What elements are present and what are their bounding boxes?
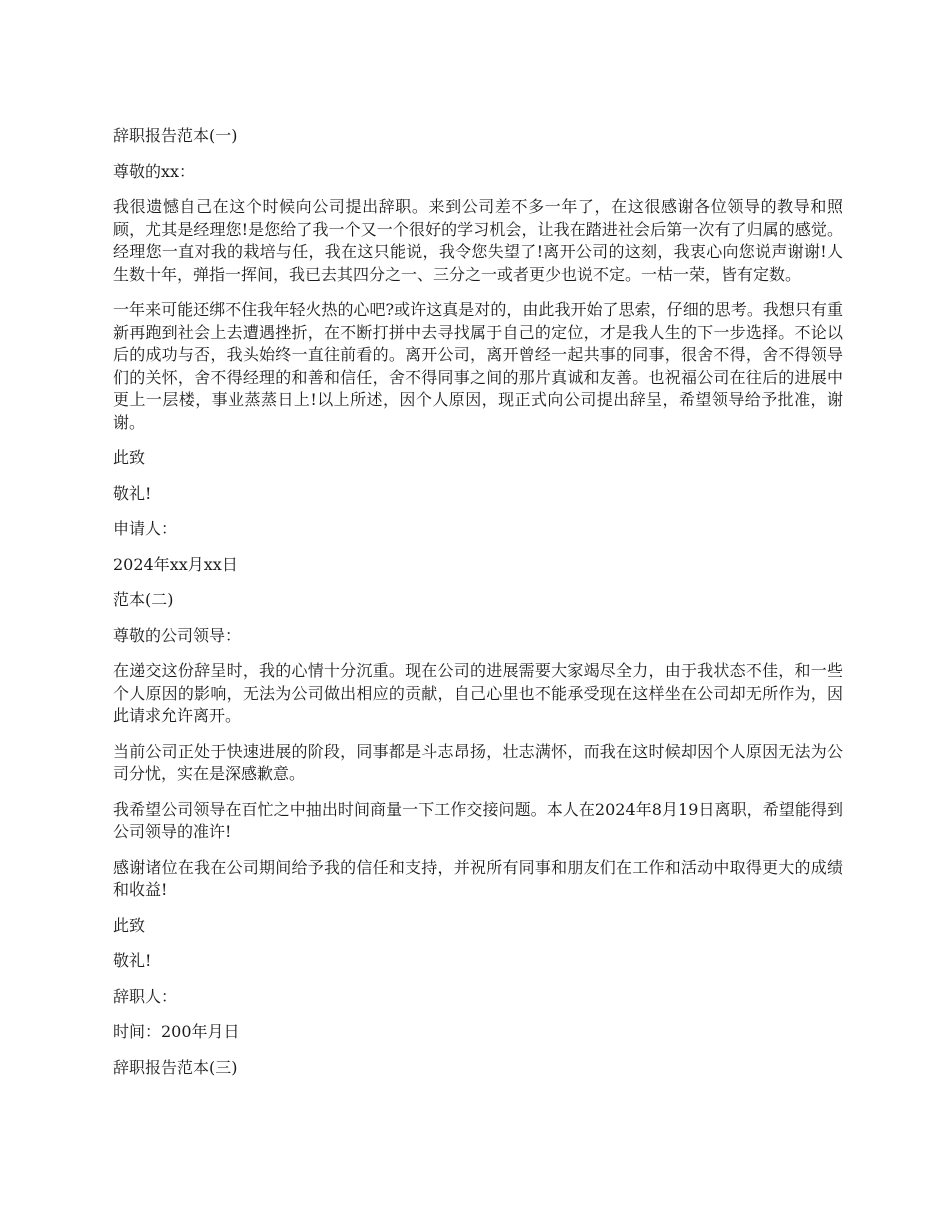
closing-line: 此致 [113, 448, 146, 467]
salutation: 尊敬的xx： [113, 161, 196, 181]
date-line: 时间：200年月日 [113, 1022, 240, 1041]
body-paragraph: 当前公司正处于快速进展的阶段，同事都是斗志昂扬，壮志满怀，而我在这时候却因个人原因无法为公司分忧，实在是深感歉意。 [113, 741, 843, 783]
section-title-1: 辞职报告范本(一) [113, 126, 238, 145]
body-paragraph: 感谢诸位在我在公司期间给予我的信任和支持，并祝所有同事和朋友们在工作和活动中取得更大的成绩和收益! [113, 857, 843, 899]
body-paragraph: 一年来可能还绑不住我年轻火热的心吧?或许这真是对的，由此我开始了思索，仔细的思考。我想只有重新再跑到社会上去遭遇挫折，在不断打拼中去寻找属于自己的定位，才是我人生的下一步选择。不论以后的成功与否，我头始终一直往前看的。离开公司，离开曾经一起共事的同事，很舍不得，舍不得领导们的关怀，舍不得经理的和善和信任，舍不得同事之间的那片真诚和友善。也祝福公司在往后的进展中更上一层楼，事业蒸蒸日上!以上所述，因个人原因，现正式向公司提出辞呈，希望领导给予批准，谢谢。 [113, 300, 843, 432]
section-title-3: 辞职报告范本(三) [113, 1057, 238, 1077]
closing-line: 此致 [113, 915, 146, 935]
body-paragraph: 我希望公司领导在百忙之中抽出时间商量一下工作交接问题。本人在2024年8月19日离职，希望能得到公司领导的准许! [113, 799, 843, 841]
signature-label: 申请人： [113, 519, 178, 538]
body-paragraph: 在递交这份辞呈时，我的心情十分沉重。现在公司的进展需要大家竭尽全力，由于我状态不佳，和一些个人原因的影响，无法为公司做出相应的贡献，自己心里也不能承受现在这样坐在公司却无所作为，因此请求允许离开。 [113, 661, 843, 725]
document-page [113, 125, 843, 1092]
section-title-2: 范本(二) [113, 590, 174, 609]
closing-regards: 敬礼! [113, 951, 152, 970]
salutation: 尊敬的公司领导： [113, 625, 242, 645]
signature-label: 辞职人： [113, 986, 178, 1006]
closing-regards: 敬礼! [113, 483, 152, 503]
body-paragraph: 我很遗憾自己在这个时候向公司提出辞职。来到公司差不多一年了，在这很感谢各位领导的教导和照顾，尤其是经理您!是您给了我一个又一个很好的学习机会，让我在踏进社会后第一次有了归属的感觉。经理您一直对我的栽培与任，我在这只能说，我令您失望了!离开公司的这刻，我衷心向您说声谢谢!人生数十年，弹指一挥间，我已去其四分之一、三分之一或者更少也说不定。一枯一荣，皆有定数。 [113, 197, 843, 284]
date-line: 2024年xx月xx日 [113, 554, 238, 574]
